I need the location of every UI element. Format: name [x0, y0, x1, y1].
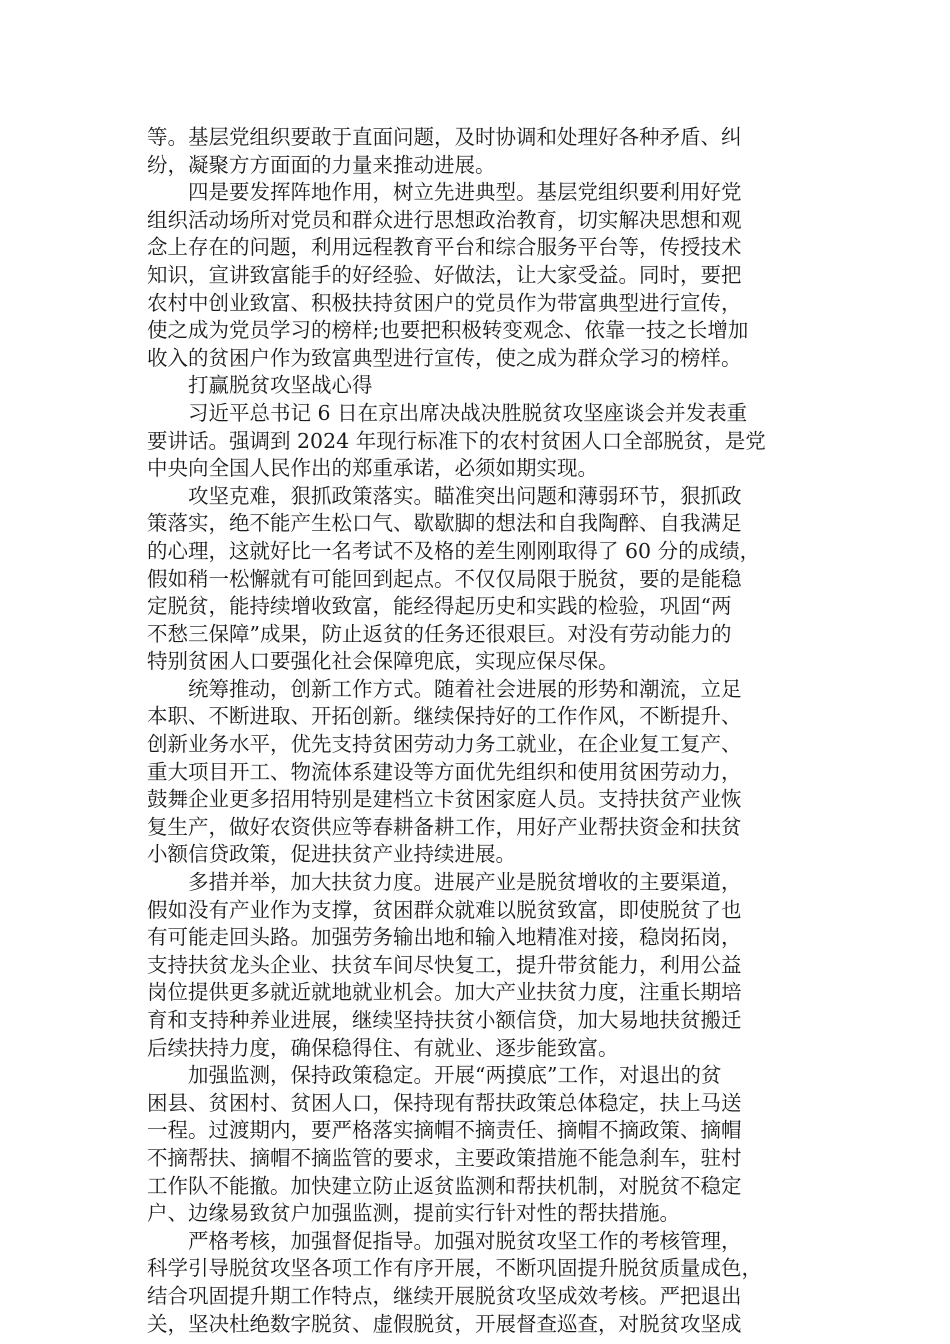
text-line: 创新业务水平，优先支持贫困劳动力务工就业，在企业复工复产、	[147, 732, 742, 757]
text-line: 农村中创业致富、积极扶持贫困户的党员作为带富典型进行宣传，	[147, 290, 742, 315]
text-line: 纷，凝聚方方面面的力量来推动进展。	[147, 152, 496, 177]
text-line: 育和支持种养业进展，继续坚持扶贫小额信贷，加大易地扶贫搬迁	[147, 1008, 742, 1032]
text-line: 定脱贫，能持续增收致富，能经得起历史和实践的检验，巩固“两	[147, 594, 732, 619]
text-line: 四是要发挥阵地作用，树立先进典型。基层党组织要利用好党	[188, 180, 742, 205]
text-line: 统筹推动，创新工作方式。随着社会进展的形势和潮流，立足	[188, 676, 742, 701]
text-line: 户、边缘易致贫户加强监测，提前实行针对性的帮扶措施。	[147, 1201, 680, 1226]
text-line: 组织活动场所对党员和群众进行思想政治教育，切实解决思想和观	[147, 207, 742, 232]
text-line: 小额信贷政策，促进扶贫产业持续进展。	[147, 842, 516, 867]
text-line: 工作队不能撤。加快建立防止返贫监测和帮扶机制，对脱贫不稳定	[147, 1173, 742, 1198]
text-line: 特别贫困人口要强化社会保障兜底，实现应保尽保。	[147, 649, 619, 674]
text-line: 知识，宣讲致富能手的好经验、好做法，让大家受益。同时，要把	[147, 262, 742, 287]
text-line: 关，坚决杜绝数字脱贫、虚假脱贫，开展督查巡查，对脱贫攻坚成	[147, 1311, 742, 1336]
text-line: 中央向全国人民作出的郑重承诺，必须如期实现。	[147, 456, 598, 481]
text-line: 多措并举，加大扶贫力度。进展产业是脱贫增收的主要渠道，	[188, 870, 742, 895]
text-line: 等。基层党组织要敢于直面问题，及时协调和处理好各种矛盾、纠	[147, 125, 742, 149]
text-line: 岗位提供更多就近就地就业机会。加大产业扶贫力度，注重长期培	[147, 980, 742, 1005]
text-line: 攻坚克难，狠抓政策落实。瞄准突出问题和薄弱环节，狠抓政	[188, 483, 742, 508]
text-line: 困县、贫困村、贫困人口，保持现有帮扶政策总体稳定，扶上马送	[147, 1090, 742, 1115]
text-line: 鼓舞企业更多招用特别是建档立卡贫困家庭人员。支持扶贫产业恢	[147, 787, 742, 812]
text-line: 习近平总书记 6 日在京出席决战决胜脱贫攻坚座谈会并发表重	[188, 400, 748, 425]
text-line: 严格考核，加强督促指导。加强对脱贫攻坚工作的考核管理，	[188, 1228, 742, 1253]
text-line: 打赢脱贫攻坚战心得	[188, 373, 373, 398]
text-line: 念上存在的问题，利用远程教育平台和综合服务平台等，传授技术	[147, 235, 742, 260]
text-line: 结合巩固提升期工作特点，继续开展脱贫攻坚成效考核。严把退出	[147, 1283, 742, 1308]
text-line: 复生产，做好农资供应等春耕备耕工作，用好产业帮扶资金和扶贫	[147, 814, 742, 839]
text-line: 的心理，这就好比一名考试不及格的差生刚刚取得了 60 分的成绩，	[147, 538, 761, 563]
text-line: 假如稍一松懈就有可能回到起点。不仅仅局限于脱贫，要的是能稳	[147, 566, 742, 591]
text-line: 本职、不断进取、开拓创新。继续保持好的工作作风，不断提升、	[147, 704, 742, 729]
text-line: 后续扶持力度，确保稳得住、有就业、逐步能致富。	[147, 1035, 619, 1060]
text-line: 要讲话。强调到 2024 年现行标准下的农村贫困人口全部脱贫，是党	[147, 428, 766, 453]
text-line: 不愁三保障”成果，防止返贫的任务还很艰巨。对没有劳动能力的	[147, 621, 732, 646]
text-line: 一程。过渡期内，要严格落实摘帽不摘责任、摘帽不摘政策、摘帽	[147, 1118, 742, 1143]
text-line: 科学引导脱贫攻坚各项工作有序开展，不断巩固提升脱贫质量成色，	[147, 1256, 762, 1281]
text-line: 加强监测，保持政策稳定。开展“两摸底”工作，对退出的贫	[188, 1063, 722, 1088]
text-line: 有可能走回头路。加强劳务输出地和输入地精准对接，稳岗拓岗，	[147, 925, 742, 950]
text-line: 假如没有产业作为支撑，贫困群众就难以脱贫致富，即使脱贫了也	[147, 897, 742, 922]
text-line: 收入的贫困户作为致富典型进行宣传，使之成为群众学习的榜样。	[147, 345, 742, 370]
text-line: 不摘帮扶、摘帽不摘监管的要求，主要政策措施不能急刹车，驻村	[147, 1145, 742, 1170]
body-text	[147, 124, 807, 1338]
text-line: 策落实，绝不能产生松口气、歇歇脚的想法和自我陶醉、自我满足	[147, 511, 742, 536]
text-line: 使之成为党员学习的榜样;也要把积极转变观念、依靠一技之长增加	[147, 318, 749, 343]
text-line: 支持扶贫龙头企业、扶贫车间尽快复工，提升带贫能力，利用公益	[147, 952, 742, 977]
text-line: 重大项目开工、物流体系建设等方面优先组织和使用贫困劳动力，	[147, 759, 742, 784]
